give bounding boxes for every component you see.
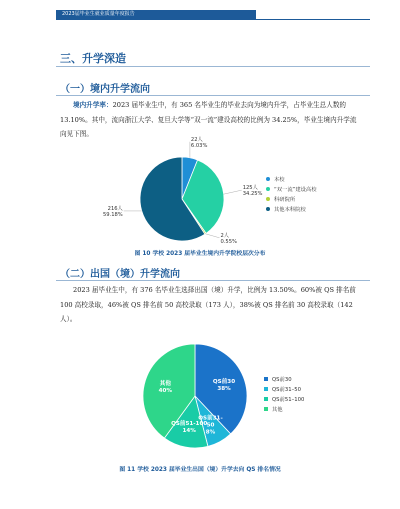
abroad-heading: （二）出国（境）升学流向	[60, 269, 180, 280]
domestic-count-label: 125人	[242, 185, 258, 192]
abroad-slice-label: 14%	[182, 428, 196, 435]
domestic-heading: （一）境内升学流向	[60, 84, 150, 95]
domestic-pct-label: 34.25%	[242, 191, 263, 198]
domestic-legend-swatch	[266, 177, 270, 181]
abroad-legend-swatch	[264, 387, 268, 391]
domestic-pct-label: 6.03%	[190, 142, 208, 149]
abroad-slice-label: 其他	[159, 380, 171, 387]
abroad-legend-swatch	[264, 407, 268, 411]
abroad-legend-label: QS前31–50	[272, 387, 301, 393]
abroad-legend	[264, 374, 304, 414]
domestic-leader-line	[224, 190, 242, 194]
domestic-intro-label: 境内升学率：	[73, 101, 113, 109]
domestic-leader-line	[205, 234, 219, 238]
domestic-caption: 图 10 学校 2023 届毕业生境内升学院校层次分布	[134, 251, 266, 257]
abroad-paragraph: 2023 届毕业生中，有 376 名毕业生选择出国（境）升学，比例为 13.50%。60%被 QS 排名前 100 高校录取，46%被 QS 排名前 50 高校录取（173 人），38%被 QS 排名前 30 高校录取（142 人）。	[60, 286, 356, 323]
domestic-legend-label: 科研院所	[274, 197, 296, 203]
domestic-legend-item-qita	[266, 204, 317, 214]
domestic-legend-item-shuangyiliu	[266, 184, 317, 194]
abroad-caption: 图 11 学校 2023 届毕业生出国（境）升学去向 QS 排名情况	[119, 467, 281, 473]
domestic-legend-swatch	[266, 197, 270, 201]
domestic-count-label: 2人	[220, 232, 229, 239]
domestic-legend	[266, 174, 317, 214]
domestic-legend-item-benxiao	[266, 174, 317, 184]
report-header-title: 2023届毕业生就业质量年度报告	[62, 11, 135, 17]
domestic-pct-label: 59.18%	[102, 211, 123, 218]
abroad-slice-label: 50	[206, 422, 215, 429]
abroad-legend-item-qs30	[264, 374, 304, 384]
domestic-count-label: 22人	[190, 136, 203, 143]
section-title: 三、升学深造	[60, 52, 126, 65]
abroad-slice-label: QS前30	[212, 379, 236, 386]
domestic-pct-label: 0.55%	[220, 238, 237, 245]
domestic-count-label: 216人	[107, 205, 123, 212]
abroad-slice-label: QS前31-	[198, 415, 223, 422]
abroad-legend-label: 其他	[272, 407, 283, 413]
domestic-legend-label: 其他本科院校	[274, 207, 306, 213]
domestic-legend-swatch	[266, 187, 270, 191]
abroad-legend-swatch	[264, 397, 268, 401]
abroad-legend-item-other	[264, 404, 304, 414]
domestic-legend-label: “双一流”建设高校	[274, 187, 317, 193]
domestic-heading-rule	[56, 95, 370, 96]
abroad-heading-rule	[56, 280, 370, 281]
domestic-pie-chart	[102, 136, 270, 248]
domestic-paragraph	[60, 98, 360, 142]
section-rule	[56, 66, 370, 67]
abroad-slice-label: 40%	[158, 387, 173, 394]
abroad-legend-label: QS前51–100	[272, 397, 305, 403]
abroad-legend-swatch	[264, 377, 268, 381]
abroad-slice-label: QS前51-100	[171, 421, 208, 428]
header-rule	[56, 19, 370, 20]
abroad-legend-label: QS前30	[272, 377, 292, 383]
abroad-legend-item-qs51_100	[264, 394, 304, 404]
domestic-legend-item-keyan	[266, 194, 317, 204]
abroad-pie-chart	[140, 338, 250, 454]
abroad-slice-label: 8%	[205, 429, 216, 436]
domestic-legend-swatch	[266, 207, 270, 211]
abroad-slice-label: 38%	[217, 386, 231, 393]
report-header-tab	[56, 10, 256, 19]
abroad-legend-item-qs31_50	[264, 384, 304, 394]
domestic-legend-label: 本校	[274, 177, 285, 183]
domestic-intro-text: 2023 届毕业生中，有 365 名毕业生的毕业去向为境内升学，占毕业生总人数的 13.10%。其中，流向浙江大学、复旦大学等“双一流”建设高校的比例为 34.25%，毕业生境内升学流向见下图。	[60, 101, 357, 138]
